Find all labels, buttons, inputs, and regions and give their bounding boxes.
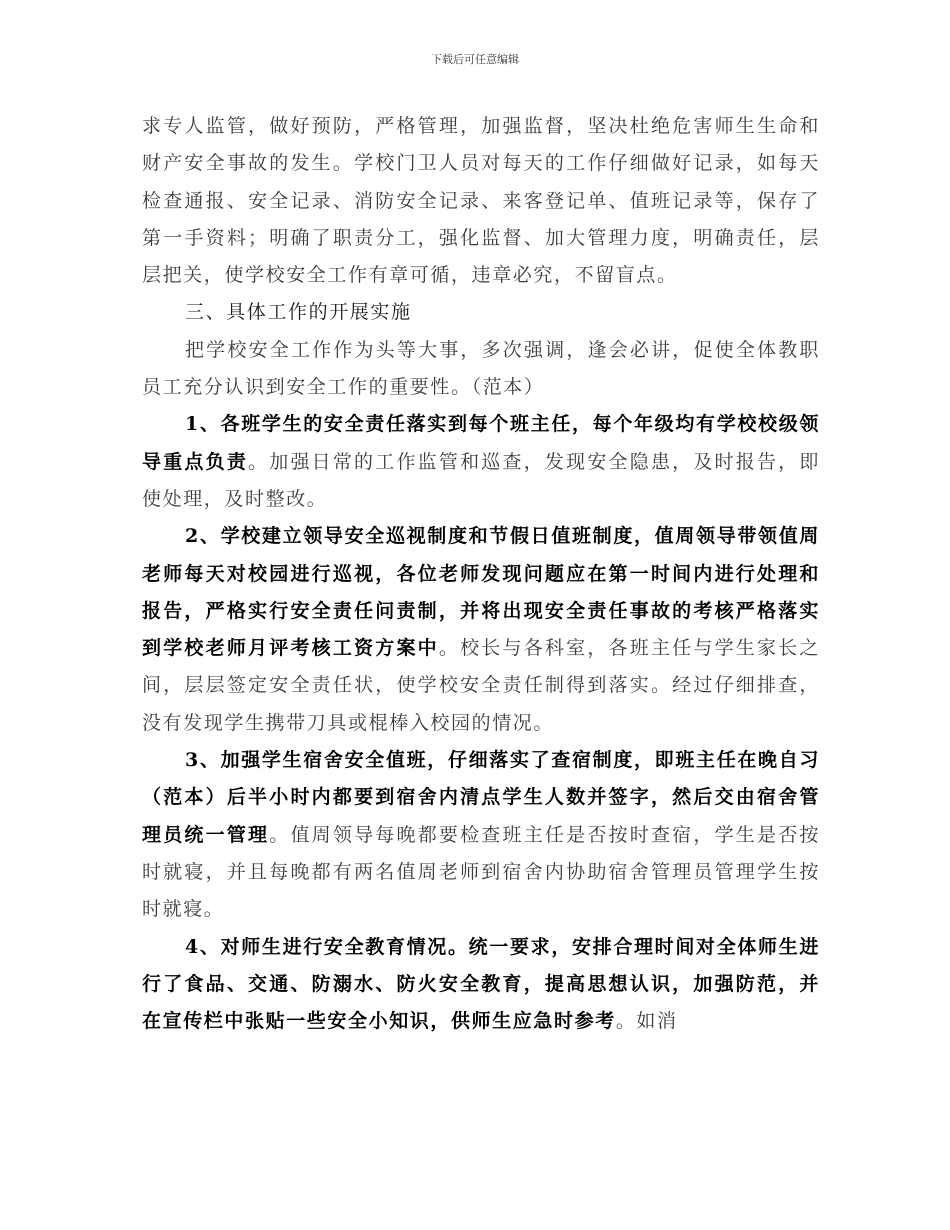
- item-text: 。如消: [615, 1010, 678, 1033]
- list-item-4: [142, 929, 820, 1041]
- section-heading: 三、具体工作的开展实施: [185, 301, 412, 324]
- item-emphasis: 1、各班学生的安全责任落实到每个班主任，每个年级均有学校校级领导重点负责: [142, 413, 820, 473]
- item-emphasis: 2、学校建立领导安全巡视制度和节假日值班制度，值周领导带领值周老师每天对校园进行巡视，各位老师发现问题应在第一时间内进行处理和报告，严格实行安全责任问责制，并将出现安全责任事故的考核严格落实到学校老师月评考核工资方案中: [142, 525, 820, 660]
- item-emphasis: 4、对师生进行安全教育情况。统一要求，安排合理时间对全体师生进行了食品、交通、防溺水、防火安全教育，提高思想认识，加强防范，并在宣传栏中张贴一些安全小知识，供师生应急时参考: [142, 935, 820, 1033]
- paragraph-text: 求专人监管，做好预防，严格管理，加强监督，坚决杜绝危害师生生命和财产安全事故的发生。学校门卫人员对每天的工作仔细做好记录，如每天检查通报、安全记录、消防安全记录、来客登记单、值班记录等，保存了第一手资料；明确了职责分工，强化监督、加大管理力度，明确责任，层层把关，使学校安全工作有章可循，违章必究，不留盲点。: [142, 115, 820, 287]
- list-item-1: [142, 406, 820, 518]
- page-header: 下载后可任意编辑: [431, 53, 519, 66]
- document-body: [142, 108, 820, 1040]
- paragraph-intro: [142, 332, 820, 407]
- item-text: 。校长与各科室，各班主任与学生家长之间，层层签定安全责任状，使学校安全责任制得到落实。经过仔细排查，没有发现学生携带刀具或棍棒入校园的情况。: [142, 637, 820, 734]
- item-text: 。加强日常的工作监管和巡查，发现安全隐患，及时报告，即使处理，及时整改。: [142, 450, 820, 510]
- list-item-3: [142, 742, 820, 928]
- paragraph-text: 把学校安全工作作为头等大事，多次强调，逢会必讲，促使全体教职员工充分认识到安全工作的重要性。（范本）: [142, 338, 820, 399]
- paragraph-supervision: [142, 108, 820, 294]
- list-item-2: [142, 518, 820, 742]
- item-text: 。值周领导每晚都要检查班主任是否按时查宿，学生是否按时就寝，并且每晚都有两名值周老师到宿舍内协助宿舍管理员管理学生按时就寝。: [142, 823, 820, 921]
- item-emphasis: 3、加强学生宿舍安全值班，仔细落实了查宿制度，即班主任在晚自习（范本）后半小时内都要到宿舍内清点学生人数并签字，然后交由宿舍管理员统一管理: [142, 749, 820, 846]
